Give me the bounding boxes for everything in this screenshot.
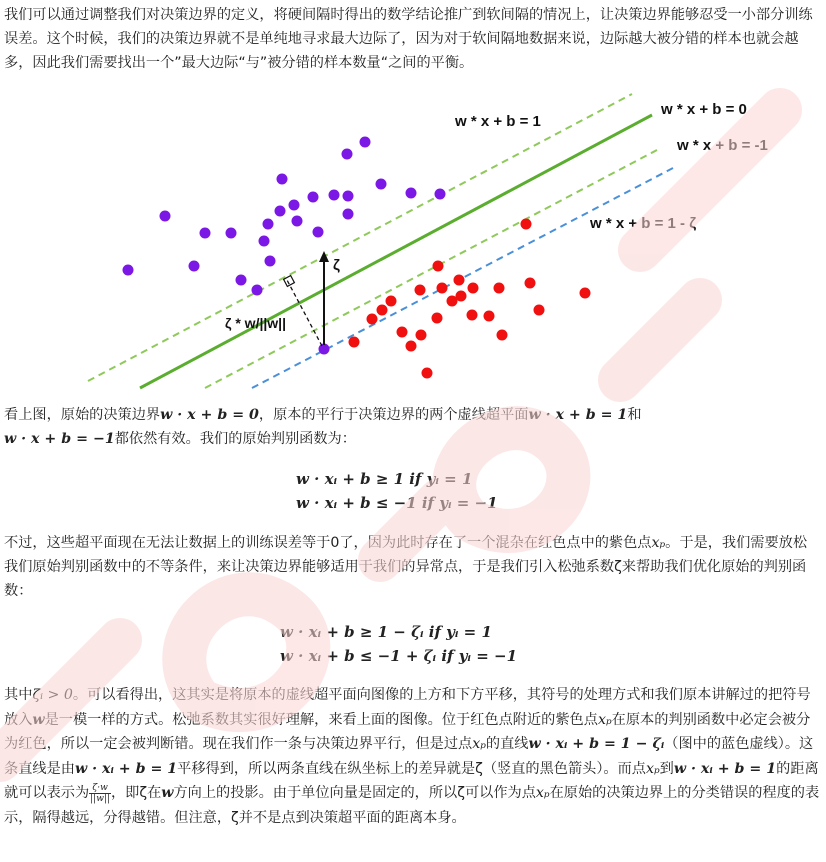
p4-text-10: ，即ζ在 xyxy=(110,785,162,801)
p4-eq-slack-line: w · xᵢ + b = 1 − ζᵢ xyxy=(528,736,665,752)
purple-point xyxy=(189,261,200,272)
purple-point xyxy=(160,211,171,222)
p4-text-7: 平移得到，所以两条直线在纵坐标上的差异就是ζ（竖直的黑色箭头）。而点 xyxy=(177,760,646,777)
purple-point xyxy=(308,192,319,203)
p4-xp-2: xₚ xyxy=(472,736,486,752)
red-point xyxy=(437,283,448,294)
p4-text-4: 在原本的判别函数中必定会被分为红色，所以一定会被判断错。现在我们作一条与决策边界平行，但是过点 xyxy=(4,711,811,752)
red-point xyxy=(521,219,532,230)
purple-point xyxy=(263,219,274,230)
purple-point xyxy=(200,228,211,239)
red-point xyxy=(422,368,433,379)
red-point xyxy=(386,296,397,307)
p4-text-2: 。可以看得出，这其实是将原本的虚线超平面向图像的上方和下方平移，其符号的处理方式和我们原本讲解过的把符号放入 xyxy=(4,687,811,728)
p2-text-1: 看上图，原始的决策边界 xyxy=(4,407,161,423)
purple-point xyxy=(406,188,417,199)
purple-point xyxy=(343,191,354,202)
p3-xp: xₚ xyxy=(651,535,666,551)
p2-text-4: 都依然有效。我们的原始判别函数为： xyxy=(114,431,356,447)
purple-point-xp xyxy=(319,344,330,355)
purple-point xyxy=(226,228,237,239)
red-point xyxy=(349,337,360,348)
red-point xyxy=(432,313,443,324)
p4-text-11: 方向上的投影。由于单位向量是固定的，所以ζ可以作为点 xyxy=(173,785,536,801)
red-point xyxy=(580,288,591,299)
eq-slack-1: w · xᵢ + b ≥ 1 − ζᵢ if yᵢ = 1 xyxy=(280,623,492,641)
eq-original-2: w · xᵢ + b ≤ −1 if yᵢ = −1 xyxy=(296,494,498,512)
p4-w-1: w xyxy=(32,711,45,728)
purple-point xyxy=(252,285,263,296)
p4-text-12: 在原始的决策边界上的分类错误的程度的表示，隔得越远，分得越错。但注意，ζ并不是点到决策超平面的距离本身。 xyxy=(4,785,820,826)
paragraph-3 xyxy=(4,531,820,603)
svm-soft-margin-figure xyxy=(0,88,826,393)
purple-point xyxy=(265,256,276,267)
red-point xyxy=(467,310,478,321)
lower-margin-line xyxy=(205,150,657,388)
red-point xyxy=(525,278,536,289)
p4-text-1: 其中 xyxy=(4,687,33,703)
purple-point xyxy=(292,216,303,227)
p4-text-6: （图中的蓝色虚线）。这条直线是由 xyxy=(4,736,814,777)
red-points xyxy=(349,219,591,379)
zeta-arrowhead xyxy=(319,251,329,262)
p2-text-3: 和 xyxy=(627,407,642,423)
intro-text: 我们可以通过调整我们对决策边界的定义，将硬间隔时得出的数学结论推广到软间隔的情况上，让决策边界能够忍受一小部分训练误差。这个时候，我们的决策边界就不是单纯地寻求最大边际了，因为对于软间隔地数据来说，边际越大被分错的样本也就会越多，因此我们需要找出一个”最大边际“与”被分错的样本数量“之间的平衡。 xyxy=(4,7,813,71)
purple-point xyxy=(435,189,446,200)
p4-eq-upper-2: w · xᵢ + b = 1 xyxy=(673,760,777,777)
p4-w-2: w xyxy=(161,785,174,801)
red-point xyxy=(454,275,465,286)
red-point xyxy=(447,296,458,307)
fraction-denominator: ||w|| xyxy=(90,793,110,804)
purple-point xyxy=(123,265,134,276)
paragraph-2 xyxy=(4,403,820,451)
p4-text-3: 是一模一样的方式。松弛系数其实很好理解，来看上面的图像。位于红色点附近的紫色点 xyxy=(44,711,598,728)
red-point xyxy=(497,330,508,341)
red-point xyxy=(468,283,479,294)
purple-point xyxy=(277,174,288,185)
decision-boundary-line xyxy=(140,115,652,388)
slack-plane-label: w * x + b = 1 - ζ xyxy=(590,215,697,232)
p4-text-5: 的直线 xyxy=(485,736,529,752)
p4-text-8: 到 xyxy=(659,760,674,777)
red-point xyxy=(415,285,426,296)
purple-point xyxy=(342,149,353,160)
lower-plane-label: w * x + b = -1 xyxy=(677,137,768,154)
purple-point xyxy=(275,206,286,217)
p4-eq-zeta: ζᵢ > 0 xyxy=(32,687,73,703)
boundary-label: w * x + b = 0 xyxy=(661,101,747,118)
projection-label: ζ * w/||w|| xyxy=(225,315,287,331)
upper-margin-line xyxy=(88,94,632,381)
equations-slack xyxy=(280,620,517,668)
purple-point xyxy=(360,137,371,148)
p2-eq-boundary: w · x + b = 0 xyxy=(160,407,259,423)
red-point xyxy=(367,314,378,325)
purple-point xyxy=(376,179,387,190)
p2-text-2: ，原本的平行于决策边界的两个虚线超平面 xyxy=(258,407,529,423)
eq-slack-2: w · xᵢ + b ≤ −1 + ζᵢ if yᵢ = −1 xyxy=(280,647,518,665)
red-point xyxy=(433,261,444,272)
eq-original-1: w · xᵢ + b ≥ 1 if yᵢ = 1 xyxy=(296,470,473,488)
p3-text-1: 不过，这些超平面现在无法让数据上的训练误差等于0了，因为此时存在了一个混杂在红色点中的紫色点 xyxy=(4,535,652,551)
p4-xp-4: xₚ xyxy=(535,785,550,801)
purple-point xyxy=(259,236,270,247)
p3-text-2: 。于是，我们需要放松我们原始判别函数中的不等条件，来让决策边界能够适用于我们的异常点，于是我们引入松弛系数ζ来帮助我们优化原始的判别函数： xyxy=(4,535,808,599)
red-point xyxy=(406,341,417,352)
equations-original xyxy=(296,467,498,515)
p4-eq-upper-1: w · xᵢ + b = 1 xyxy=(74,760,178,777)
purple-point xyxy=(289,200,300,211)
upper-plane-label: w * x + b = 1 xyxy=(455,113,541,130)
p4-text-9: 的距离就可以表示为 xyxy=(4,760,819,801)
fraction-numerator: ζ·w xyxy=(89,783,111,794)
p2-eq-upper: w · x + b = 1 xyxy=(528,407,628,423)
intro-paragraph xyxy=(4,3,820,75)
p4-xp-1: xₚ xyxy=(597,711,612,728)
red-point xyxy=(377,305,388,316)
red-point xyxy=(494,283,505,294)
red-point xyxy=(484,311,495,322)
red-point xyxy=(534,305,545,316)
p2-eq-lower: w · x + b = −1 xyxy=(4,431,115,447)
purple-point xyxy=(343,209,354,220)
red-point xyxy=(416,330,427,341)
p4-fraction xyxy=(89,783,111,804)
purple-point xyxy=(313,227,324,238)
red-point xyxy=(397,327,408,338)
paragraph-4 xyxy=(4,683,820,830)
zeta-label: ζ xyxy=(333,257,340,274)
p4-xp-3: xₚ xyxy=(645,760,660,777)
purple-point xyxy=(329,190,340,201)
purple-point xyxy=(236,275,247,286)
